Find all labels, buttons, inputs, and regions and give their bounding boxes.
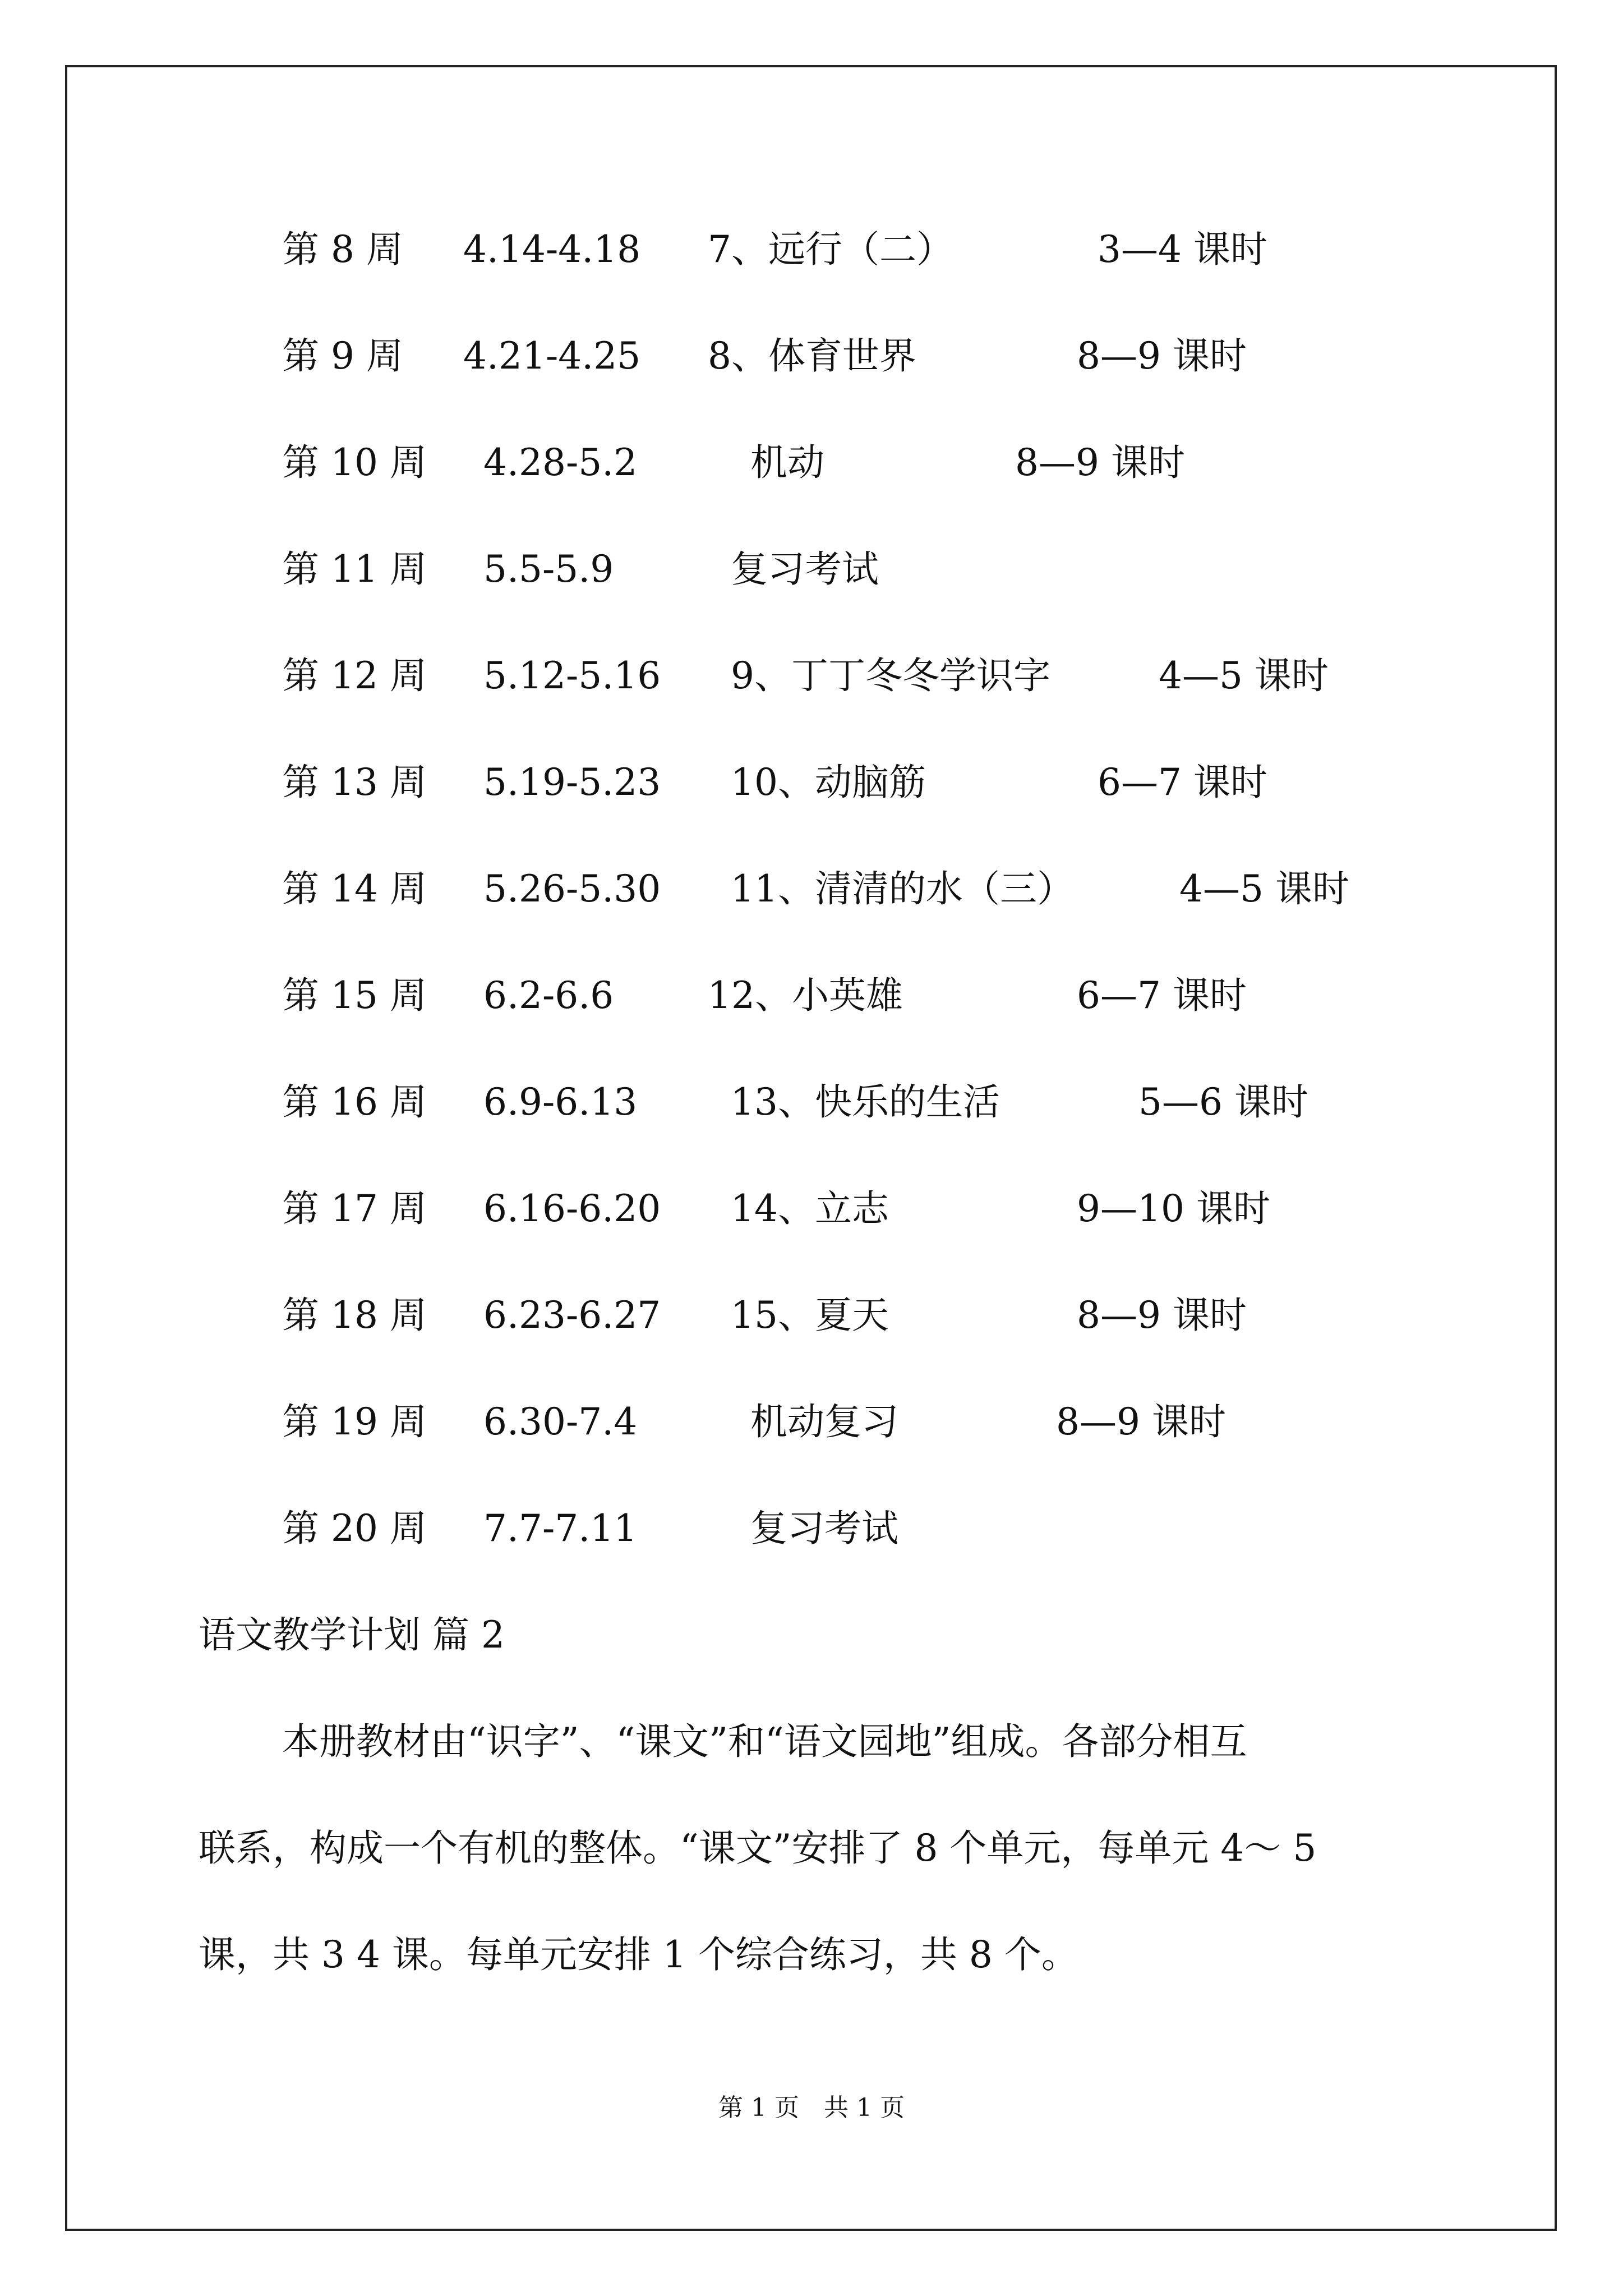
hours-cell: 8—9 课时 [1056,1400,1226,1443]
week-cell: 第 10 周 [282,441,427,484]
lesson-cell: 13、快乐的生活 [731,1080,1000,1124]
hours-cell: 5—6 课时 [1138,1080,1308,1124]
page-footer: 第 1 页 共 1 页 [718,2093,905,2122]
date-cell: 7.7-7.11 [483,1507,638,1550]
week-cell: 第 12 周 [282,654,427,697]
date-cell: 6.2-6.6 [483,974,614,1017]
date-cell: 5.12-5.16 [483,654,661,697]
hours-cell: 9—10 课时 [1077,1187,1270,1230]
week-cell: 第 19 周 [282,1400,427,1443]
date-cell: 6.16-6.20 [483,1187,661,1230]
week-cell: 第 17 周 [282,1187,427,1230]
lesson-cell: 复习考试 [731,547,879,591]
date-cell: 4.28-5.2 [483,441,638,484]
hours-cell: 4—5 课时 [1159,654,1329,697]
paragraph-line: 联系，构成一个有机的整体。“课文”安排了 8 个单元，每单元 4～ 5 [199,1826,1317,1870]
week-cell: 第 13 周 [282,761,427,804]
lesson-cell: 9、丁丁冬冬学识字 [731,654,1050,697]
hours-cell: 3—4 课时 [1098,228,1267,271]
week-cell: 第 14 周 [282,867,427,910]
date-cell: 5.19-5.23 [483,761,661,804]
date-cell: 5.5-5.9 [483,547,614,591]
lesson-cell: 机动 [750,441,824,484]
week-cell: 第 8 周 [282,228,403,271]
hours-cell: 8—9 课时 [1077,334,1247,378]
week-cell: 第 20 周 [282,1507,427,1550]
lesson-cell: 15、夏天 [731,1294,889,1337]
hours-cell: 8—9 课时 [1077,1294,1247,1337]
lesson-cell: 11、清清的水（三） [731,867,1074,910]
section-heading: 语文教学计划 篇 2 [199,1613,505,1657]
date-cell: 4.14-4.18 [463,228,641,271]
date-cell: 5.26-5.30 [483,867,661,910]
paragraph-line: 本册教材由“识字”、“课文”和“语文园地”组成。各部分相互 [282,1720,1247,1763]
date-cell: 4.21-4.25 [463,334,641,378]
hours-cell: 8—9 课时 [1015,441,1185,484]
week-cell: 第 15 周 [282,974,427,1017]
lesson-cell: 7、远行（二） [708,228,953,271]
date-cell: 6.30-7.4 [483,1400,638,1443]
page-border [65,65,1557,2231]
week-cell: 第 18 周 [282,1294,427,1337]
hours-cell: 4—5 课时 [1179,867,1349,910]
lesson-cell: 12、小英雄 [708,974,903,1017]
date-cell: 6.9-6.13 [483,1080,638,1124]
week-cell: 第 16 周 [282,1080,427,1124]
week-cell: 第 11 周 [282,547,427,591]
lesson-cell: 8、体育世界 [708,334,916,378]
lesson-cell: 复习考试 [750,1507,898,1550]
lesson-cell: 10、动脑筋 [731,761,926,804]
hours-cell: 6—7 课时 [1098,761,1267,804]
week-cell: 第 9 周 [282,334,403,378]
paragraph-line: 课，共 3 4 课。每单元安排 1 个综合练习，共 8 个。 [199,1933,1078,1976]
lesson-cell: 14、立志 [731,1187,889,1230]
date-cell: 6.23-6.27 [483,1294,661,1337]
lesson-cell: 机动复习 [750,1400,898,1443]
hours-cell: 6—7 课时 [1077,974,1247,1017]
